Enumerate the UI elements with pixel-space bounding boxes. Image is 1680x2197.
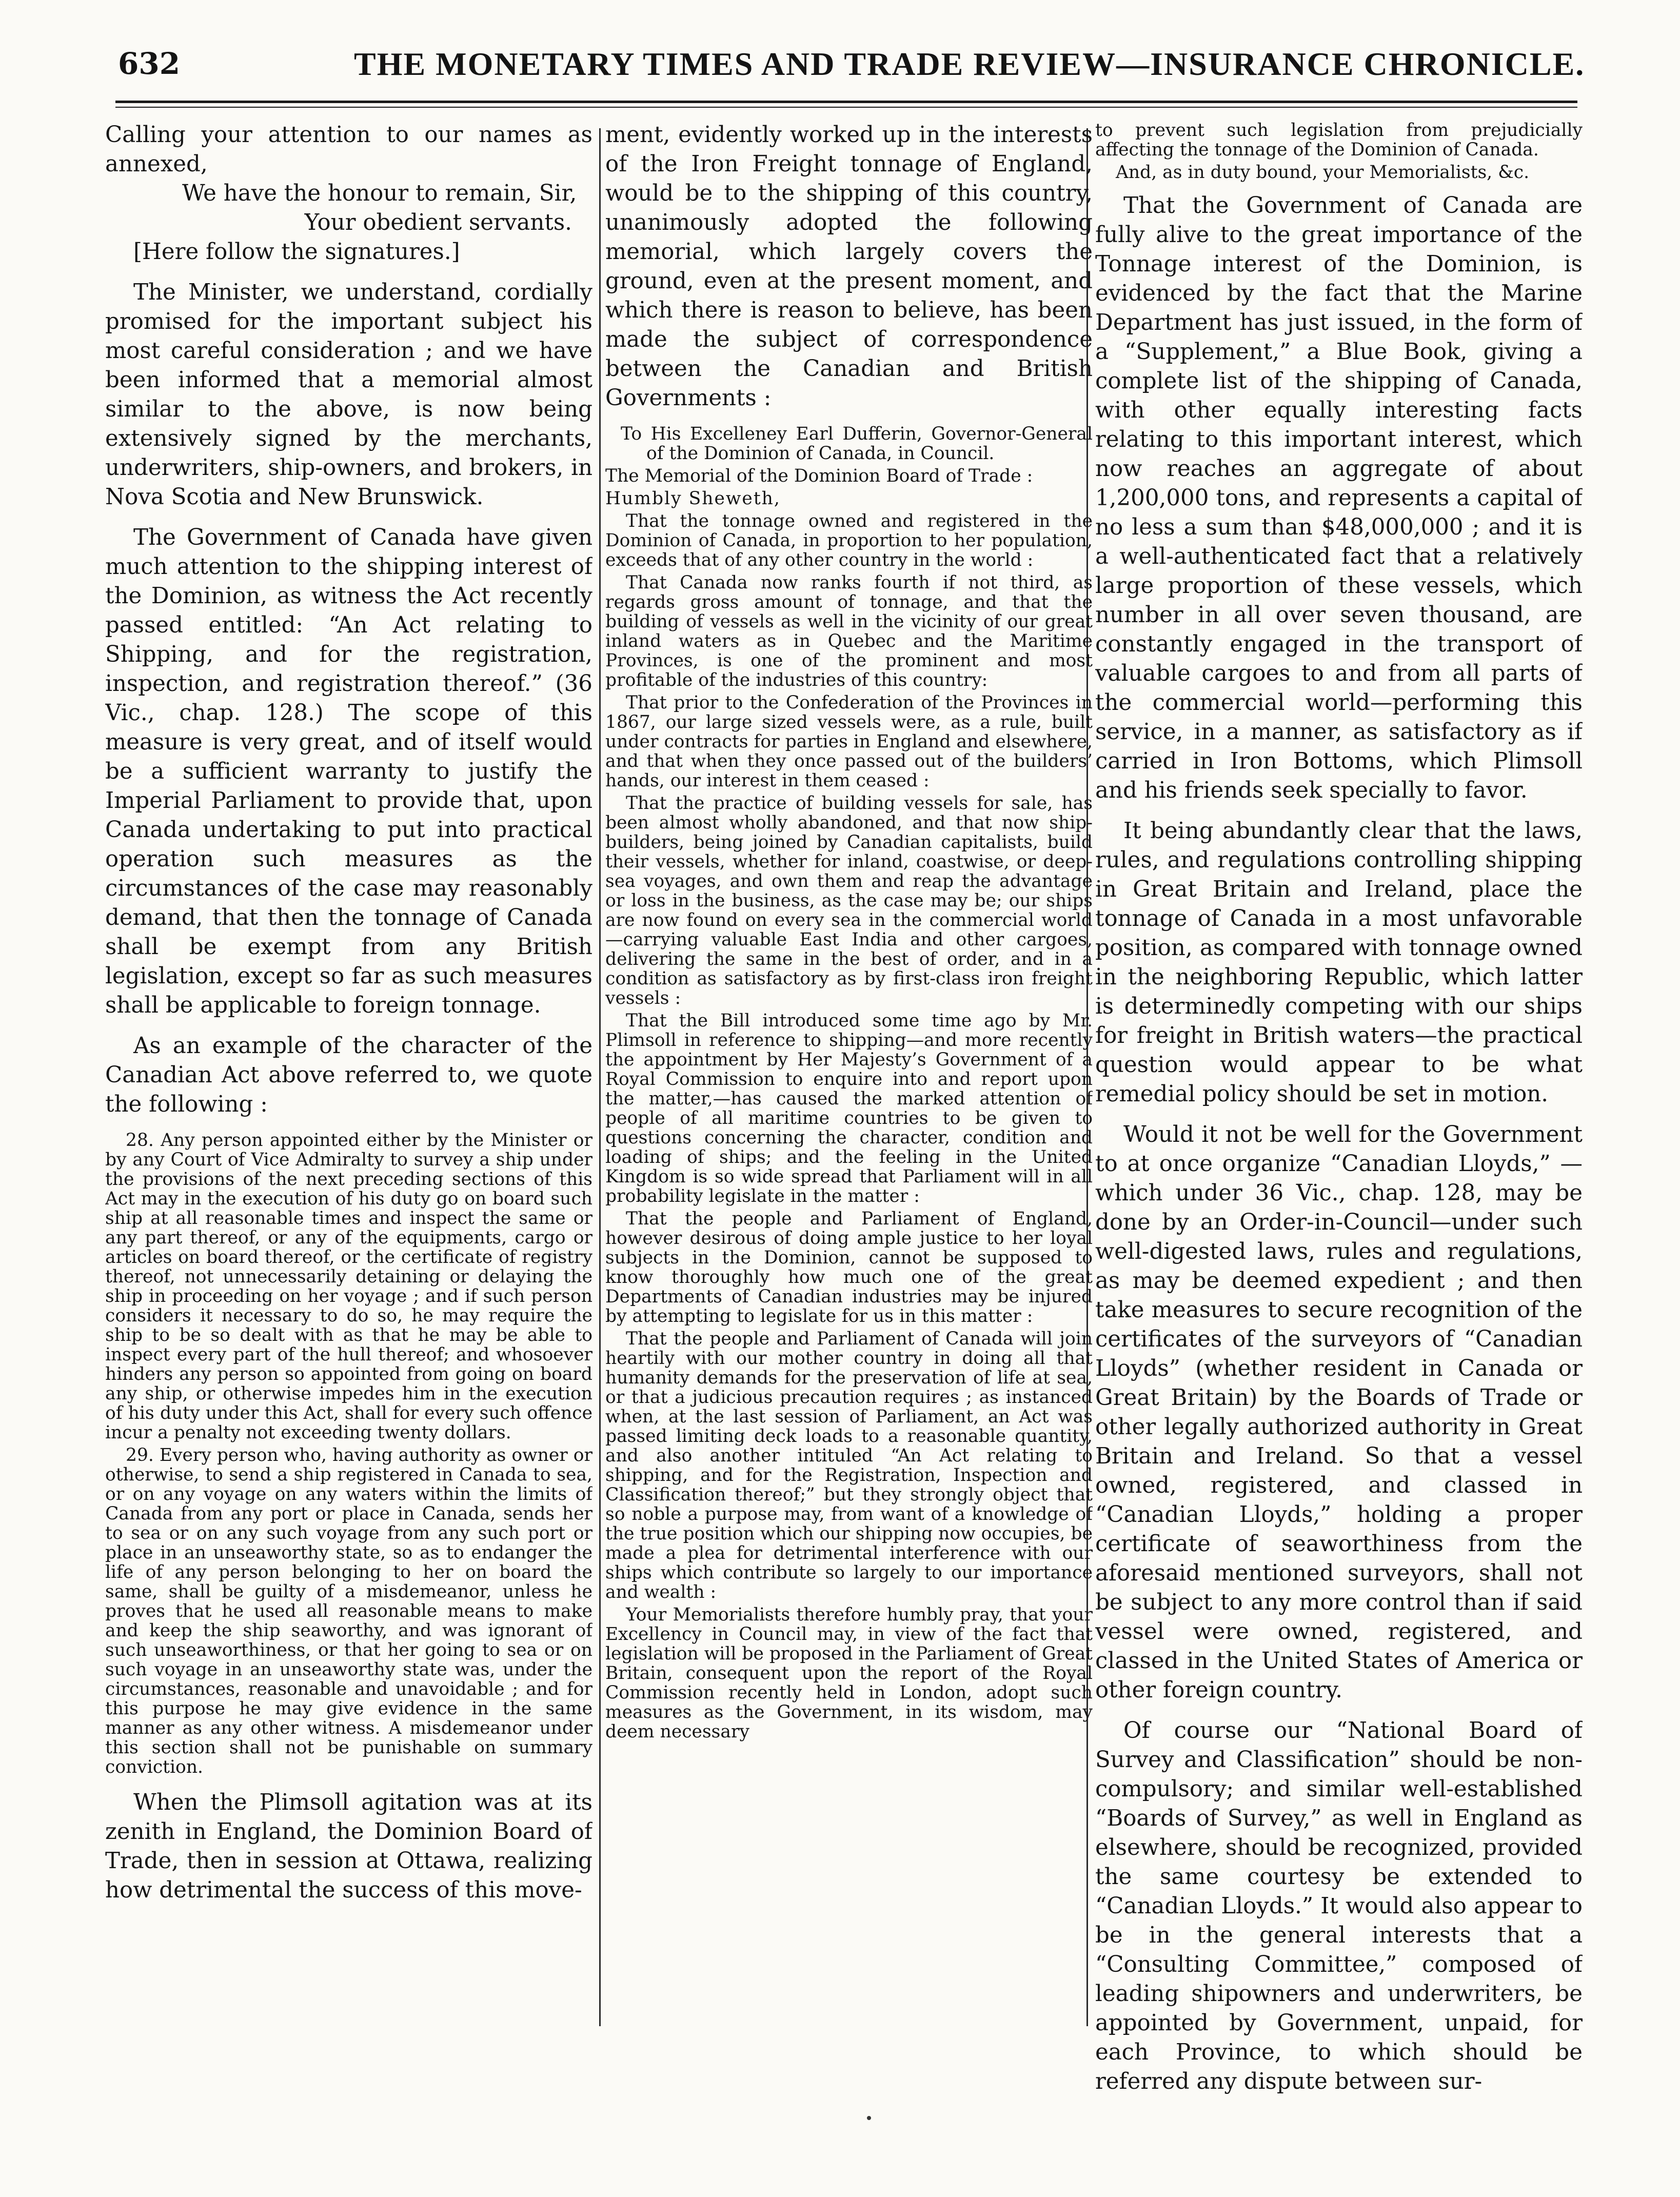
paragraph: It being abundantly clear that the laws, rules, and regulations controlling shipping in Great Britain and Ireland, place the tonnage of Canada in a most unfavorable position, as compared with tonnage owned in the neighboring Republic, which latter is determinedly competing with our ships for freight in British waters—the practical question would appear to be what remedial policy should be set in motion. xyxy=(1095,818,1583,1107)
paragraph: As an example of the character of the Canadian Act above referred to, we quote the following : xyxy=(105,1033,592,1117)
paragraph: Calling your attention to our names as annexed, xyxy=(105,122,592,177)
paragraph: The Minister, we understand, cordially promised for the important subject his most careful consideration ; and we have been informed that a memorial almost similar to the above, is now being extensively signed by the merchants, underwriters, ship-owners, and brokers, in Nova Scotia and New Brunswick. xyxy=(105,280,592,510)
header-rule-thin xyxy=(115,107,1577,108)
memorial-paragraph: That Canada now ranks fourth if not third, as regards gross amount of tonnage, and that the building of vessels as well in the vicinity of our great inland waters as in Quebec and the Maritime Provinces, is one of the prominent and most profitable of the industries of this country: xyxy=(605,572,1093,690)
print-speck xyxy=(867,2116,871,2120)
column-1 xyxy=(105,121,592,1916)
paragraph: ment, evidently worked up in the interests of the Iron Freight tonnage of England, would be to the shipping of this country, unanimously adopted the following memorial, which largely covers the ground, even at the present moment, and which there is reason to believe, has been made the subject of correspondence between the Canadian and British Governments : xyxy=(605,122,1093,411)
memorial-paragraph: That the people and Parliament of England, however desirous of doing ample justice to her loyal subjects in the Dominion, cannot be supposed to know thoroughly how much one of the great Departments of Canadian industries may be injured by attempting to legislate for us in this matter : xyxy=(605,1209,1093,1327)
memorial-paragraph: That the Bill introduced some time ago by Mr. Plimsoll in reference to shipping—and more recently the appointment by Her Majesty’s Government of a Royal Commission to enquire into and report upon the matter,—has caused the marked attention of people of all maritime countries to be given to questions concerning the character, condition and loading of ships; and the feeling in the United Kingdom is so wide spread that Parliament will in all probability legislate in the matter : xyxy=(605,1011,1093,1206)
act-section-29: 29. Every person who, having authority as owner or otherwise, to send a ship registered in Canada to sea, or on any voyage on any waters within the limits of Canada from any port or place in Canada, sends her to sea or on any such voyage from any such port or place in an unseaworthy state, so as to endanger the life of any person belonging to her on board the same, shall be guilty of a misdemeanor, unless he proves that he used all reasonable means to make and keep the ship seaworthy, and was ignorant of such unseaworthiness, or that her going to sea or on such voyage in an unseaworthy state was, under the circumstances, reasonable and unavoidable ; and for this purpose he may give evidence in the same manner as any other witness. A misdemeanor under this section shall not be punishable on summary conviction. xyxy=(105,1445,592,1777)
memorial-paragraph: That the practice of building vessels for sale, has been almost wholly abandoned, and that now ship-builders, being joined by Canadian capitalists, build their vessels, whether for inland, coastwise, or deep-sea voyages, and own them and reap the advantage or loss in the business, as the case may be; our ships are now found on every sea in the commercial world—carrying valuable East India and other cargoes, delivering the same in the best of order, and in a condition as satisfactory as by first-class iron freight vessels : xyxy=(605,793,1093,1008)
page-number: 632 xyxy=(118,46,181,81)
memorial-paragraph: That prior to the Confederation of the Provinces in 1867, our large sized vessels were, as a rule, built under contracts for parties in England and elsewhere, and that when they once passed out of the builders’ hands, our interest in them ceased : xyxy=(605,692,1093,791)
column-2 xyxy=(605,121,1093,1745)
page-header xyxy=(77,37,1616,109)
memorial-title: The Memorial of the Dominion Board of Trade : xyxy=(605,466,1033,486)
column-3 xyxy=(1095,121,1583,2108)
memorial-paragraph: That the people and Parliament of Canada will join heartily with our mother country in doing all that humanity demands for the preservation of life at sea, or that a judicious precaution requires ; as instanced when, at the last session of Parliament, an Act was passed limiting deck loads to a reasonable quantity, and also another intituled “An Act relating to shipping, and for the Registration, Inspection and Classification thereof;” but they strongly object that so noble a purpose may, from want of a knowledge of the true position which our shipping now occupies, be made a plea for detrimental interference with our ships which contribute so largely to our importance and wealth : xyxy=(605,1329,1093,1602)
memorial-paragraph: Your Memorialists therefore humbly pray, that your Excellency in Council may, in view of the fact that legislation will be proposed in the Parliament of Great Britain, consequent upon the report of the Royal Commission recently held in London, adopt such measures as the Government, in its wisdom, may deem necessary xyxy=(605,1605,1093,1742)
memorial-paragraph: That the tonnage owned and registered in the Dominion of Canada, in proportion to her population, exceeds that of any other country in the world : xyxy=(605,511,1093,570)
memorial-salutation: Humbly Sheweth, xyxy=(605,488,781,509)
memorial-closing: And, as in duty bound, your Memorialists, &c. xyxy=(1116,162,1530,183)
masthead-title: THE MONETARY TIMES AND TRADE REVIEW—INSURANCE CHRONICLE. xyxy=(354,46,1585,82)
paragraph: That the Government of Canada are fully alive to the great importance of the Tonnage interest of the Dominion, is evidenced by the fact that the Marine Department has just issued, in the form of a “Supplement,” a Blue Book, giving a complete list of the shipping of Canada, with other equally interesting facts relating to this important interest, which now reaches an aggregate of about 1,200,000 tons, and represents a capital of no less a sum than $48,000,000 ; and it is a well-authenticated fact that a relatively large proportion of these vessels, which number in all over seven thousand, are constantly engaged in the transport of valuable cargoes to and from all parts of the commercial world—performing this service, in a manner, as satisfactory as if carried in Iron Bottoms, which Plimsoll and his friends seek specially to favor. xyxy=(1095,193,1583,803)
paragraph: Of course our “National Board of Survey and Classification” should be non-compulsory; and similar well-established “Boards of Survey,” as well in England as elsewhere, should be recognized, provided the same courtesy be extended to “Canadian Lloyds.” It would also appear to be in the general interests that a “Consulting Committee,” composed of leading shipowners and underwriters, be appointed by Government, unpaid, for each Province, to which should be referred any dispute between sur- xyxy=(1095,1718,1583,2094)
closing-line: We have the honour to remain, Sir, xyxy=(182,181,577,206)
paragraph: When the Plimsoll agitation was at its zenith in England, the Dominion Board of Trade, then in session at Ottawa, realizing how detrimental the success of this move- xyxy=(105,1790,592,1903)
paragraph: Would it not be well for the Government to at once organize “Canadian Lloyds,” —which under 36 Vic., chap. 128, may be done by an Order-in-Council—under such well-digested laws, rules and regulations, as may be deemed expedient ; and then take measures to secure recognition of the certificates of the surveyors of “Canadian Lloyds” (whether resident in Canada or Great Britain) by the Boards of Trade or other legally authorized authority in Great Britain and Ireland. So that a vessel owned, registered, and classed in “Canadian Lloyds,” holding a proper certificate of seaworthiness from the aforesaid mentioned surveyors, shall not be subject to any more control than if said vessel were owned, registered, and classed in the United States of America or other foreign country. xyxy=(1095,1122,1583,1703)
header-rule-thick xyxy=(115,101,1577,103)
closing-line: Your obedient servants. xyxy=(304,210,572,235)
act-section-28: 28. Any person appointed either by the Minister or by any Court of Vice Admiralty to survey a ship under the provisions of the next preceding sections of this Act may in the execution of his duty go on board such ship at all reasonable times and inspect the same or any part thereof, or any of the equipments, cargo or articles on board thereof, or the certificate of registry thereof, not unnecessarily detaining or delaying the ship in proceeding on her voyage ; and if such person considers it necessary to do so, he may require the ship to be so dealt with as that he may be able to inspect every part of the hull thereof; and whosoever hinders any person so appointed from going on board any ship, or otherwise impedes him in the execution of his duty under this Act, shall for every such offence incur a penalty not exceeding twenty dollars. xyxy=(105,1130,592,1443)
memorial-address: To His Excelleney Earl Dufferin, Governor-General of the Dominion of Canada, in Council. xyxy=(621,424,1093,464)
column-divider-1 xyxy=(599,128,601,2026)
signature-note: [Here follow the signatures.] xyxy=(133,239,460,265)
paragraph: The Government of Canada have given much attention to the shipping interest of the Dominion, as witness the Act recently passed entitled: “An Act relating to Shipping, and for the registration, inspection, and registration thereof.” (36 Vic., chap. 128.) The scope of this measure is very great, and of itself would be a sufficient warranty to justify the Imperial Parliament to provide that, upon Canada undertaking to put into practical operation such measures as the circumstances of the case may reasonably demand, that then the tonnage of Canada shall be exempt from any British legislation, except so far as such measures shall be applicable to foreign tonnage. xyxy=(105,525,592,1018)
memorial-paragraph: to prevent such legislation from prejudicially affecting the tonnage of the Dominion of Canada. xyxy=(1095,121,1583,160)
